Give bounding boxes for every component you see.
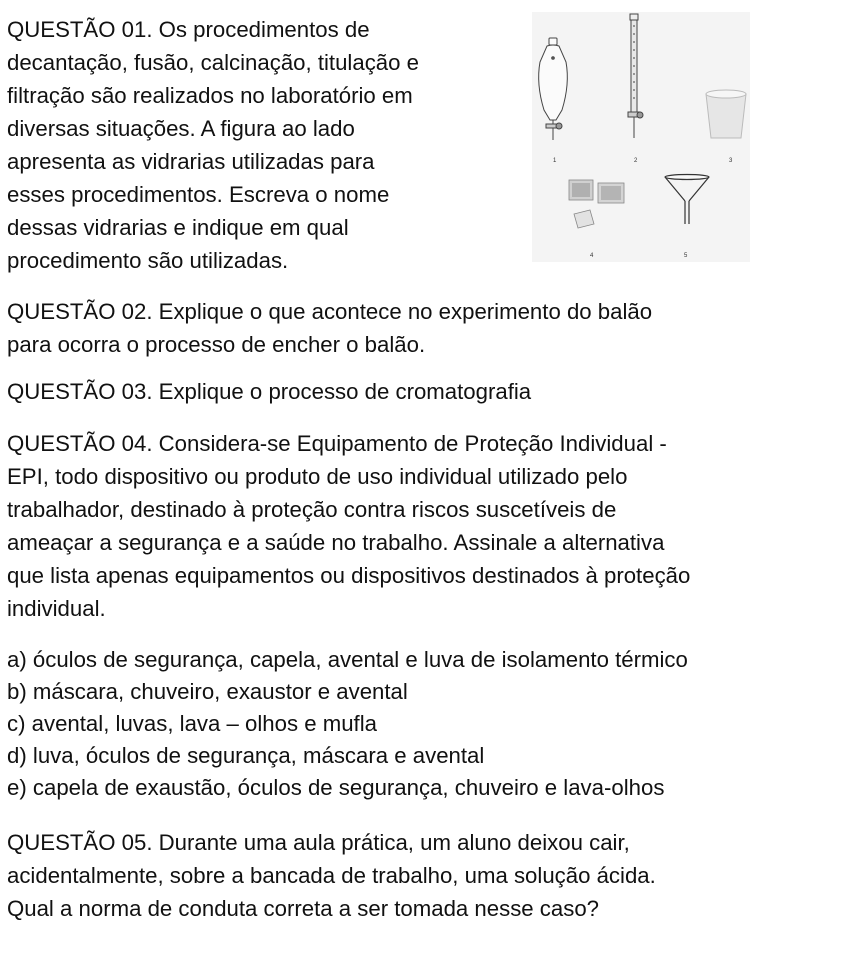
porcelain-capsules-icon xyxy=(569,180,624,228)
q1-line: QUESTÃO 01. Os procedimentos de xyxy=(7,17,370,42)
figure-label-2: 2 xyxy=(634,158,638,164)
option-c: c) avental, luvas, lava – olhos e mufla xyxy=(7,711,377,736)
q1-line: decantação, fusão, calcinação, titulação e xyxy=(7,50,419,75)
figure-label-5: 5 xyxy=(684,253,688,259)
q5-line: acidentalmente, sobre a bancada de trabalho, uma solução ácida. xyxy=(7,863,656,888)
q4-line: QUESTÃO 04. Considera-se Equipamento de Proteção Individual - xyxy=(7,431,667,456)
figure-label-1: 1 xyxy=(553,158,557,164)
q4-line: individual. xyxy=(7,596,106,621)
q1-line: apresenta as vidrarias utilizadas para xyxy=(7,149,375,174)
q5-line: QUESTÃO 05. Durante uma aula prática, um aluno deixou cair, xyxy=(7,830,630,855)
glassware-figure xyxy=(532,12,750,262)
figure-label-3: 3 xyxy=(729,158,733,164)
q4-line: que lista apenas equipamentos ou dispositivos destinados à proteção xyxy=(7,563,691,588)
option-a: a) óculos de segurança, capela, avental e luva de isolamento térmico xyxy=(7,647,688,672)
burette-icon xyxy=(628,14,643,138)
q4-line: trabalhador, destinado à proteção contra riscos suscetíveis de xyxy=(7,497,617,522)
option-d: d) luva, óculos de segurança, máscara e avental xyxy=(7,743,485,768)
q1-line: filtração são realizados no laboratório em xyxy=(7,83,413,108)
figure-label-4: 4 xyxy=(590,253,594,259)
q2-line: QUESTÃO 02. Explique o que acontece no experimento do balão xyxy=(7,299,653,324)
q1-line: dessas vidrarias e indique em qual xyxy=(7,215,349,240)
q2-line: para ocorra o processo de encher o balão. xyxy=(7,332,426,357)
funnel-icon xyxy=(665,175,709,225)
separatory-funnel-icon xyxy=(539,38,568,140)
crucible-icon xyxy=(706,90,746,138)
q5-line: Qual a norma de conduta correta a ser tomada nesse caso? xyxy=(7,896,600,921)
option-e: e) capela de exaustão, óculos de segurança, chuveiro e lava-olhos xyxy=(7,775,665,800)
q1-line: diversas situações. A figura ao lado xyxy=(7,116,355,141)
q1-line: esses procedimentos. Escreva o nome xyxy=(7,182,390,207)
q1-line: procedimento são utilizadas. xyxy=(7,248,289,273)
q4-line: EPI, todo dispositivo ou produto de uso individual utilizado pelo xyxy=(7,464,628,489)
option-b: b) máscara, chuveiro, exaustor e avental xyxy=(7,679,408,704)
q4-line: ameaçar a segurança e a saúde no trabalho. Assinale a alternativa xyxy=(7,530,665,555)
q3-line: QUESTÃO 03. Explique o processo de cromatografia xyxy=(7,379,532,404)
